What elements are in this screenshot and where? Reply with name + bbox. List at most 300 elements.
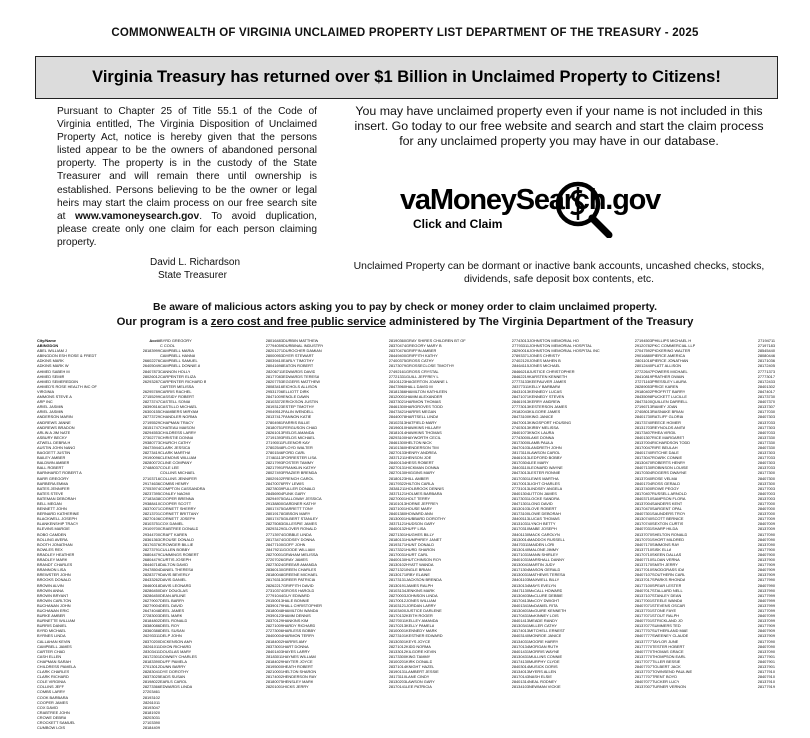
account-number: 28103400 [388, 607, 406, 613]
account-number: 28180123 [388, 475, 406, 481]
account-number: 28286450 [142, 592, 160, 598]
owner-name: ARIEL JASMIN [37, 404, 64, 410]
owner-name: MULLINS CONNIE [529, 653, 563, 659]
account-number: 28407077 [634, 679, 652, 685]
legal-notice-paragraph [57, 105, 317, 249]
owner-name: AHMED SEMIR [37, 373, 65, 379]
owner-name: COMBS LARRY [37, 689, 66, 695]
account-number: 28137307 [757, 404, 775, 410]
account-number: 28279004 [142, 602, 160, 608]
owner-name: GOFF JOHN [283, 541, 306, 547]
account-number: 27191393 [265, 434, 283, 440]
owner-name: LITTON JAMES [529, 490, 557, 496]
owner-name: GUY EDWARD [283, 592, 310, 598]
owner-name: CURTIS JOSEPH [160, 557, 192, 563]
account-number: 28407000 [757, 506, 775, 512]
owner-name: GROSSECLOSE TIMOTHY [406, 363, 455, 369]
owner-name: KING JANICE [529, 414, 554, 420]
owner-name: PIERCE JONATHAN [652, 358, 689, 364]
owner-name: CULLEN BOBBY [160, 546, 190, 552]
owner-name: ASBURY BECKY [37, 434, 68, 440]
owner-name: CHRISTIE DONNA [160, 434, 194, 440]
account-number: 28171304 [511, 567, 529, 573]
account-number: 28370476 [388, 348, 406, 354]
owner-name: FULLER DONALD [283, 485, 316, 491]
account-number: 28403014 [511, 664, 529, 669]
owner-name: MITCHELL ERNEST [529, 628, 565, 634]
owner-name: KIDD NORMA [406, 643, 431, 649]
owner-name: SKEEN DALLAS [652, 551, 682, 557]
owner-name: GRAY JAMES [283, 557, 308, 563]
owner-name: SAMPSON FLORA [652, 495, 686, 501]
account-number: 28137077 [634, 623, 652, 629]
legal-notice [57, 105, 317, 249]
account-number: 28461300 [388, 439, 406, 445]
account-number: 27743000 [511, 434, 529, 440]
owner-name: DURBINAL INDUSTRY [283, 343, 324, 349]
owner-name: SIMMONS RAY [652, 541, 680, 547]
account-number: 28130140 [511, 546, 529, 552]
account-number: 28462219 [511, 373, 529, 379]
account-number: 27283003 [142, 613, 160, 619]
owner-name: CASSIDY ROBERT [160, 394, 195, 400]
account-number: 28137099 [757, 618, 775, 624]
account-number: 28177910 [757, 669, 775, 675]
owner-name: EADS SUSAN [160, 674, 186, 680]
owner-name: BOLLING AVERA [37, 536, 68, 542]
account-number: 28370474 [388, 343, 406, 349]
owner-name: LEE MARY [529, 460, 549, 466]
account-number: 28137777 [634, 638, 652, 644]
account-number: 28184802 [142, 618, 160, 624]
owner-name: GILLESPIE JAMES [283, 521, 317, 527]
owner-name: BROWN CARLTON [37, 597, 72, 603]
account-number: 28400113 [511, 516, 529, 522]
account-number: 28137007 [634, 684, 652, 690]
account-number: 28137090 [757, 648, 775, 654]
account-number: 28273101 [388, 633, 406, 639]
owner-name: JACKSON BRENDA [406, 577, 442, 583]
account-number: 28177077 [634, 658, 652, 664]
account-number: 28407370 [757, 399, 775, 405]
account-number: 28170047 [634, 444, 652, 450]
owner-name: JORDAN LARRY [406, 602, 436, 608]
owner-name: GROSS HAROLD [283, 587, 315, 593]
owner-name: MARTIN JUDY [529, 562, 556, 568]
owner-name: ANDERSON MARIN [37, 414, 73, 420]
account-number: 28373025 [142, 674, 160, 680]
owner-name: MARSHALL DANNY [529, 557, 565, 563]
account-number: 28401431 [511, 648, 529, 654]
account-number: 28371211 [388, 455, 406, 461]
account-number: 28407770 [634, 648, 652, 654]
owner-name: MATHEWS TERESA [529, 572, 566, 578]
owner-name: LEE PATRICIA [406, 684, 432, 690]
account-number: 28177003 [757, 485, 775, 491]
account-number: 28403140 [511, 633, 529, 639]
account-number: 28130031 [511, 572, 529, 578]
owner-name: STOUT RALPH [652, 613, 680, 619]
owner-name: KEITH ROGER [406, 613, 433, 619]
account-number: 27461113 [266, 455, 283, 461]
owner-name: CARTER CHAD [37, 648, 66, 654]
account-number: 27793311 [511, 343, 529, 349]
account-number: 28177010 [634, 567, 652, 573]
free-service-notice [0, 315, 810, 329]
account-number: 27408013 [634, 409, 652, 415]
account-number: 28360130 [265, 567, 283, 573]
owner-name: HALE BONNIE [283, 597, 310, 603]
owner-name: CRAFT KAREN [160, 531, 188, 537]
account-number: 28170701 [634, 536, 652, 542]
owner-name: JUSTICE DARLENE [406, 607, 442, 613]
account-number: 28403710 [634, 495, 652, 501]
owner-name: KARSTEN KENNETH [529, 373, 568, 379]
account-number: 26804479 [142, 557, 160, 563]
owner-name: DUNN BARRY [160, 664, 186, 669]
owner-name: STONE FAYE [652, 607, 677, 613]
owner-name: DAY DOUGLAS [160, 587, 188, 593]
account-number: 28290016 [511, 348, 529, 354]
account-number: 28471130 [511, 587, 529, 593]
free-service-emphasis: zero cost and free public service [210, 316, 386, 328]
owner-name: EATON ROBERT [283, 363, 314, 369]
account-number: 27773133 [511, 378, 529, 384]
owner-name: BAILEY AMBER [37, 455, 66, 461]
account-number: 28000953 [265, 353, 283, 359]
account-number: 28173474 [265, 536, 283, 542]
owner-name: GOBBLE LINDA [283, 531, 312, 537]
account-number: 28407990 [757, 582, 775, 588]
account-number: 28401341 [511, 602, 529, 608]
account-number: 28371121 [388, 490, 406, 496]
account-number: 27310374 [265, 587, 283, 593]
account-number: 28370200 [142, 638, 160, 644]
owner-name: HENDERSON RAY [283, 674, 317, 680]
owner-name: DEEL DAVID [160, 602, 183, 608]
legal-notice-text-end: . To avoid duplication, please create only one claim for each person claiming property. [57, 210, 317, 248]
owner-name: DOUGLAS MARY [160, 648, 192, 654]
account-number: 27053974 [142, 485, 160, 491]
account-number: 27013012 [142, 664, 160, 669]
account-number: 26293287 [142, 378, 160, 384]
account-number: 28181920 [142, 709, 160, 715]
account-number: 28173730 [757, 394, 775, 400]
owner-name: LAMB PAULA [529, 439, 554, 445]
account-number: 28261013 [265, 429, 283, 435]
account-number: 28271321 [388, 567, 406, 573]
account-number: 28039410 [265, 358, 283, 364]
owner-name: ROWE PEGGY [652, 485, 680, 491]
owner-name: GROSS CRYSTAL [406, 368, 439, 374]
account-number: 28170132 [388, 613, 406, 619]
owner-name: KNOX LAURA [529, 429, 555, 435]
owner-name: HOWARD ANN [406, 511, 433, 517]
owner-name: BURRIS DANIEL [37, 623, 67, 629]
account-number: 28177090 [757, 531, 775, 537]
account-number: 28470013 [511, 419, 529, 425]
account-number: 28198022 [142, 679, 160, 685]
owner-name: ARP INC [37, 399, 53, 405]
account-number: 28173110 [511, 450, 529, 456]
owner-name: MANN SHIRLEY [529, 551, 559, 557]
owner-name: HENRY ANDREA [406, 450, 437, 456]
owner-name: BURKE AMBER [37, 613, 66, 619]
owner-name: HARRIS AMY [283, 638, 307, 644]
owner-name: FRY LEWIS [283, 480, 304, 486]
owner-name: HEATH ROBERT [283, 664, 314, 669]
account-number: 28275083 [265, 521, 283, 527]
owner-name: DEEL MARK [160, 613, 183, 619]
account-number: 28461913 [511, 399, 529, 405]
account-number: 28170710 [634, 551, 652, 557]
account-number: 28130341 [511, 623, 529, 629]
owner-name: FLOYD WALTER [283, 444, 313, 450]
account-number: 28179322 [388, 480, 406, 486]
account-number: 28401380 [388, 511, 406, 517]
account-number: 28101360 [388, 444, 406, 450]
account-number: 28431013 [511, 388, 529, 394]
owner-name: MAYS EVELYN [529, 582, 556, 588]
owner-name: BOOTH JONATHAN [37, 541, 73, 547]
account-number: 28470103 [511, 444, 529, 450]
account-number: 28370129 [265, 618, 283, 624]
owner-name: BATES JENNIFER [37, 485, 70, 491]
owner-name: LOVE ROBERT [529, 506, 557, 512]
owner-name: HALL CHRISTOPHER [283, 602, 322, 608]
account-number: 27722647 [634, 368, 652, 374]
property-types-note: Unclaimed Property can be dormant or inactive bank accounts, uncashed checks, stocks, dividends, safe deposit box contents, etc. [353, 261, 765, 285]
owner-name: COLE LEE [160, 465, 180, 471]
account-number: 28371001 [388, 506, 406, 512]
account-number: 28016483 [265, 338, 283, 343]
owner-name: HURD SHARON [406, 546, 435, 552]
owner-name: PRESSLEY LAURA [652, 378, 687, 384]
website-link[interactable]: www.vamoneysearch.gov [75, 210, 200, 222]
owner-name: LINDSEY ANGELA [529, 485, 563, 491]
account-number: 28270106 [142, 516, 160, 522]
owner-name: BARR GREGORY [37, 475, 69, 481]
account-number: 27155299 [142, 394, 160, 400]
list-column-2 [160, 338, 283, 734]
account-number: 27893371 [511, 353, 529, 359]
account-number: 28289053 [634, 383, 652, 389]
owner-name: HARMON TERRY [283, 633, 315, 639]
owner-name: BLACKWELL JOSEPH [37, 516, 77, 522]
owner-name: BENNETT JOHN [37, 506, 67, 512]
account-number: 28170141 [388, 684, 406, 690]
owner-name: GRIFFITH DAVID [283, 582, 314, 588]
owner-name: GRIFFIN AMBER [406, 348, 437, 354]
account-number: 28479211 [265, 546, 283, 552]
account-number: 28130001 [388, 516, 406, 522]
account-number: 28137901 [757, 664, 775, 669]
magnifier-icon [545, 178, 615, 238]
owner-name: REYNOLDS ANITA [652, 424, 686, 430]
owner-name: MUSICK DORIS [529, 664, 558, 669]
account-number: 28120001 [388, 394, 406, 400]
account-number: 27713974 [265, 531, 283, 537]
account-number: 28261011 [142, 699, 160, 705]
account-number: 29344700 [142, 531, 160, 537]
owner-name: SWEENEY CLAUDE [652, 633, 689, 639]
account-number: 28170031 [388, 551, 406, 557]
account-number: 28177990 [757, 577, 775, 583]
account-number: 27103390 [142, 720, 160, 726]
account-number: 28130171 [388, 572, 406, 578]
account-number: 28217993 [265, 460, 283, 466]
headline-banner [35, 56, 778, 99]
owner-name: BLEVINS MARGIE [37, 526, 70, 532]
owner-name: FARRIS BILLIE [283, 419, 310, 425]
owner-name: HUFF LISA [406, 526, 426, 532]
signature-block [150, 256, 320, 282]
owner-name: BYRNES LINDA [37, 633, 66, 639]
owner-name: FANNON KATIE [283, 414, 312, 420]
owner-name: BARNHARDT ROBERT A [37, 470, 82, 476]
account-number: 28174130 [511, 658, 529, 664]
account-number: 29138800 [265, 501, 283, 506]
account-number: 28137999 [757, 602, 775, 608]
owner-name: CLARK RICHARD [37, 674, 69, 680]
owner-name: DEEL JAMES [160, 607, 185, 613]
owner-name: DEEL ROY [160, 623, 180, 629]
owner-name: ARIEL JASMIN [37, 409, 64, 415]
account-number: 28190131 [388, 669, 406, 675]
owner-name: CHAPMAN SARAH [37, 658, 71, 664]
account-number: 28173321 [388, 546, 406, 552]
owner-name: CROUSE DONALD [160, 536, 194, 542]
account-number: 28471009 [265, 394, 283, 400]
owner-name: DYER STEWART [283, 353, 314, 359]
account-number: 28180751 [265, 424, 283, 430]
owner-name: BUCHANAN ERIC [37, 607, 70, 613]
account-number: 28137910 [757, 679, 775, 685]
owner-name: BOBO CAMDEN [37, 531, 67, 537]
owner-name: ABINGDON ESH ROSE & FREDT [37, 353, 97, 359]
account-number: 27773013 [511, 404, 529, 410]
account-number: 28083416 [265, 383, 283, 389]
owner-name: CARRIS RACHEL [160, 388, 192, 394]
account-number: 28041698 [265, 363, 283, 369]
owner-name: HARDY RICHARD [283, 623, 316, 629]
account-number: 28407303 [757, 460, 775, 466]
owner-name: KENNEDY MARK [406, 628, 438, 634]
account-number: 28400130 [388, 557, 406, 563]
account-number: 28407031 [634, 526, 652, 532]
owner-name: HOLBROOK DENNIS [406, 485, 444, 491]
account-number: 28130203 [388, 679, 406, 685]
account-number: 28130470 [634, 460, 652, 466]
owner-name: CORNETT SHERRY [160, 506, 196, 512]
owner-name: GRAY SHIRES CHILDREN BT OF [406, 338, 466, 343]
owner-name: MADDOX RUSSELL [529, 536, 565, 542]
owner-name: HORNE JEFFREY [406, 501, 439, 506]
owner-name: HAGERTON JOANNE L [406, 378, 449, 384]
account-number: 27302770 [142, 434, 160, 440]
account-number: 28440078 [388, 414, 406, 420]
account-number: 28401302 [757, 383, 775, 389]
account-number: 28177303 [757, 424, 775, 430]
account-number: 28407090 [757, 643, 775, 649]
owner-name: TILLER BESSIE [652, 658, 681, 664]
owner-name: EDWARDS LINDA [160, 684, 193, 690]
owner-name: DEEL BARRY [160, 597, 185, 603]
account-number: 28461013 [511, 455, 529, 461]
account-number: 28203031 [142, 714, 160, 720]
account-number: 28170134 [511, 643, 529, 649]
account-number: 28012440 [634, 363, 652, 369]
account-number: 28283779 [142, 572, 160, 578]
owner-name: HAWKINS THOMAS [406, 429, 442, 435]
account-number: 28360388 [142, 628, 160, 634]
owner-name: BUCHANAN JOHN [37, 602, 71, 608]
owner-name: ENGLE DAWN [283, 394, 310, 400]
owner-name: JONES WILLIAM [406, 597, 437, 603]
account-number: 28103134 [388, 587, 406, 593]
owner-name: LOWE DEBORAH [529, 511, 561, 517]
account-number: 28407301 [634, 511, 652, 517]
account-number: 28183011 [265, 653, 283, 659]
account-number: 28190360 [388, 338, 406, 343]
owner-name: HICKS JERRY [283, 684, 309, 690]
account-number: 28407909 [757, 567, 775, 573]
legal-notice-text-start: Pursuant to Chapter 25 of Title 55.1 of the Code of Virginia entitled, The Virginia Disposition of Unclaimed Property Act, notice is hereby given that the persons listed appear to be the owners of abandoned personal property. The property is in the custody of the State Treasurer and will remain there until ownership is established. Persons believing to be the owner or legal heirs may start the claim process on our free search site at [57, 106, 317, 222]
account-number: 28130102 [388, 562, 406, 568]
owner-name: JAMES RALPH [406, 582, 434, 588]
account-number: 28173131 [388, 577, 406, 583]
owner-name: KILGORE JAMES [529, 409, 561, 415]
account-number: 28401073 [511, 429, 529, 435]
owner-name: DEEL RONALD [160, 618, 188, 624]
owner-name: CAMPBELL SAMUEL [160, 358, 198, 364]
account-number: 28407071 [634, 602, 652, 608]
owner-name: RAMEY JOAN [652, 404, 678, 410]
list-column-6 [652, 338, 775, 734]
account-number: 28137770 [634, 653, 652, 659]
owner-name: KELLEY AMANDA [406, 618, 439, 624]
owner-name: SANDERS KENT [652, 501, 683, 506]
owner-name: HAMM DENNIS [283, 613, 311, 619]
account-number: 28137909 [757, 572, 775, 578]
owner-name: STEELE WANDA [652, 597, 683, 603]
owner-name: MASON GERALD [529, 567, 561, 573]
account-number: 27194503 [634, 338, 652, 343]
account-number: 28401314 [511, 679, 529, 685]
account-number: 28137009 [757, 526, 775, 532]
account-number: 28401740 [634, 450, 652, 456]
owner-name: SLOAN VERNA [652, 557, 680, 563]
owner-name: CHAMBERS MIRYAM [160, 409, 199, 415]
account-number: 28407330 [757, 444, 775, 450]
owner-name: VIRGINIA [37, 388, 55, 394]
owner-name: GREEN CHARLES [283, 567, 317, 573]
account-number: 28473960 [388, 383, 406, 389]
list-item [652, 684, 775, 689]
account-number: 28183999 [142, 348, 160, 354]
list-item [37, 725, 160, 730]
owner-name: THOMAS GRACE [652, 648, 684, 654]
account-number: 28373001 [265, 643, 283, 649]
search-promo-paragraph: You may have unclaimed property even if your name is not included in this insert. Go today to our free website and search and start the claim process for any unclaimed property you may have in our database. [354, 104, 764, 149]
owner-name: GRAHAM MELISSA [283, 551, 319, 557]
account-number: 28173300 [388, 653, 406, 659]
owner-name: AHMED'S ROSE HEALTH INC OF [37, 383, 97, 389]
owner-name: HARLESS BOBBY [283, 628, 316, 634]
owner-name: HOUSE MARY [406, 506, 433, 512]
account-number: 28137701 [634, 607, 652, 613]
account-number: 28466218 [511, 368, 529, 374]
